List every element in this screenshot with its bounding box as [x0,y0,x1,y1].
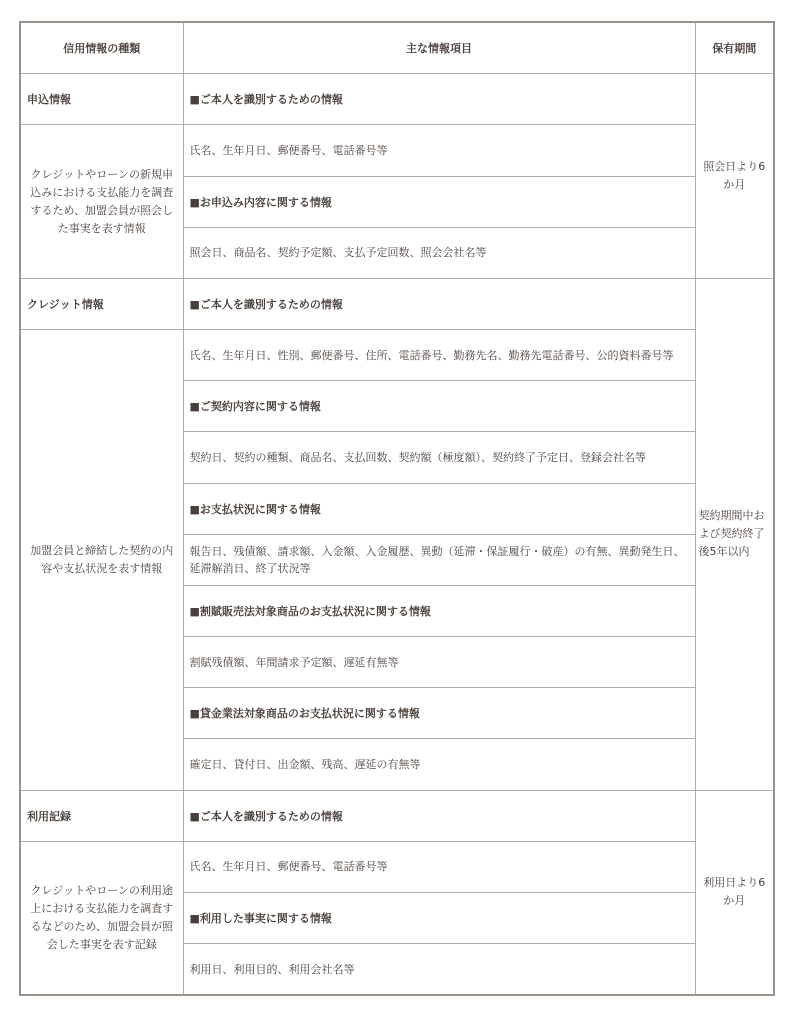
application-title: 申込情報 [20,74,183,125]
item-body: 契約日、契約の種類、商品名、支払回数、契約額（極度額）、契約終了予定日、登録会社名等 [183,432,695,483]
credit-row-2 [20,330,774,381]
item-head: ■ご本人を識別するための情報 [183,790,695,841]
credit-info-table [19,21,775,996]
credit-period: 契約期間中および契約終了後5年以内 [695,278,774,790]
usage-period: 利用日より6か月 [695,790,774,995]
header-row [20,22,774,74]
item-head: ■お申込み内容に関する情報 [183,176,695,227]
header-items: 主な情報項目 [183,22,695,74]
application-period: 照会日より6か月 [695,74,774,279]
item-body: 氏名、生年月日、郵便番号、電話番号等 [183,841,695,892]
item-head: ■貸金業法対象商品のお支払状況に関する情報 [183,688,695,739]
item-head: ■ご本人を識別するための情報 [183,74,695,125]
credit-desc: 加盟会員と締結した契約の内容や支払状況を表す情報 [20,330,183,791]
credit-title: クレジット情報 [20,278,183,329]
item-body: 照会日、商品名、契約予定額、支払予定回数、照会会社名等 [183,227,695,278]
item-body: 割賦残債額、年間請求予定額、遅延有無等 [183,637,695,688]
item-head: ■利用した事実に関する情報 [183,892,695,943]
application-row-2 [20,125,774,176]
item-head: ■お支払状況に関する情報 [183,483,695,534]
item-head: ■ご本人を識別するための情報 [183,278,695,329]
item-body: 氏名、生年月日、郵便番号、電話番号等 [183,125,695,176]
application-row-1 [20,74,774,125]
item-body: 利用日、利用目的、利用会社名等 [183,944,695,995]
usage-desc: クレジットやローンの利用途上における支払能力を調査するなどのため、加盟会員が照会した事実を表す記録 [20,841,183,995]
usage-row-2 [20,841,774,892]
usage-title: 利用記録 [20,790,183,841]
header-type: 信用情報の種類 [20,22,183,74]
item-head: ■割賦販売法対象商品のお支払状況に関する情報 [183,585,695,636]
item-head: ■ご契約内容に関する情報 [183,381,695,432]
header-period: 保有期間 [695,22,774,74]
usage-row-1 [20,790,774,841]
application-desc: クレジットやローンの新規申込みにおける支払能力を調査するため、加盟会員が照会した事実を表す情報 [20,125,183,279]
item-body: 報告日、残債額、請求額、入金額、入金履歴、異動（延滞・保証履行・破産）の有無、異動発生日、延滞解消日、終了状況等 [183,534,695,585]
item-body: 氏名、生年月日、性別、郵便番号、住所、電話番号、勤務先名、勤務先電話番号、公的資料番号等 [183,330,695,381]
item-body: 確定日、貸付日、出金額、残高、遅延の有無等 [183,739,695,790]
credit-row-1 [20,278,774,329]
